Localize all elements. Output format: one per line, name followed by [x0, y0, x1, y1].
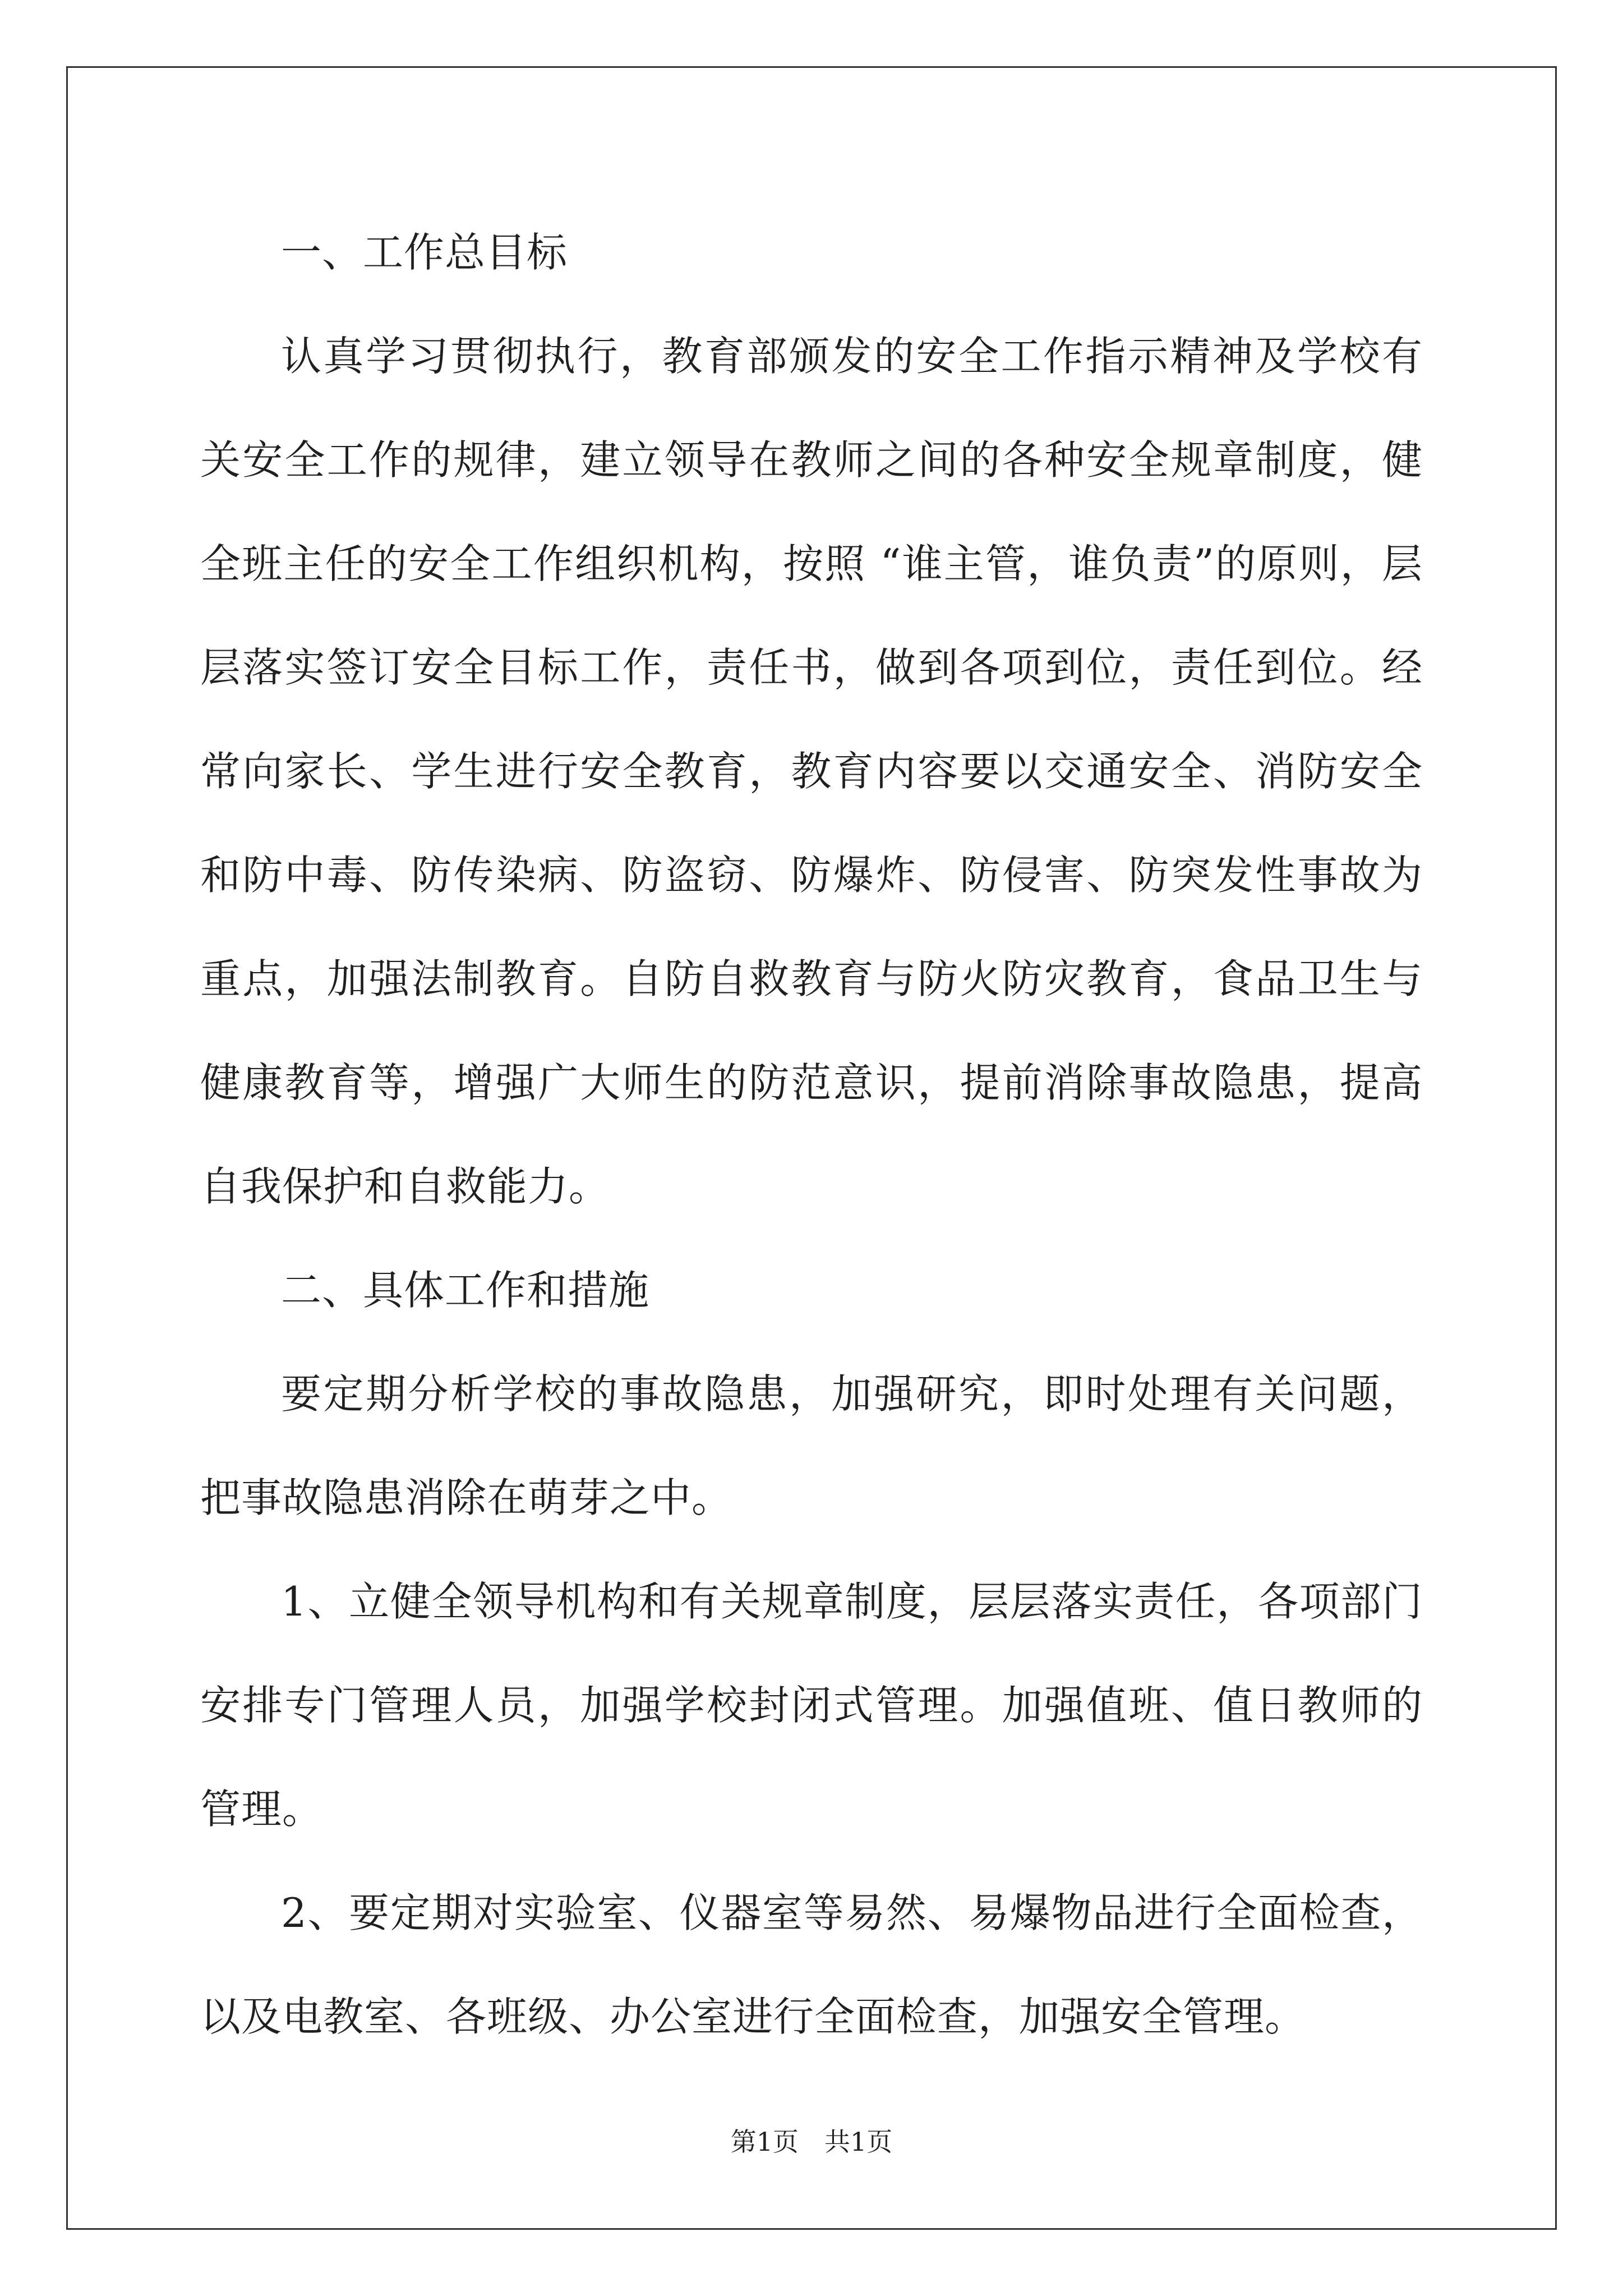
paragraph-analyze-hazards: 要定期分析学校的事故隐患，加强研究，即时处理有关问题，把事故隐患消除在萌芽之中。	[200, 1370, 1423, 1521]
document-body	[200, 201, 1423, 2069]
paragraph-item-2: 2、要定期对实验室、仪器室等易然、易爆物品进行全面检查，以及电教室、各班级、办公室进行全面检查，加强安全管理。	[200, 1889, 1423, 2040]
paragraph-item-1: 1、立健全领导机构和有关规章制度，层层落实责任，各项部门安排专门管理人员，加强学校封闭式管理。加强值班、值日教师的管理。	[200, 1578, 1423, 1833]
heading-specific-measures: 二、具体工作和措施	[281, 1267, 650, 1314]
page-footer: 第1页 共1页	[730, 2127, 893, 2157]
heading-work-goal: 一、工作总目标	[281, 229, 568, 276]
paragraph-study-implement: 认真学习贯彻执行，教育部颁发的安全工作指示精神及学校有关安全工作的规律，建立领导在教师之间的各种安全规章制度，健全班主任的安全工作组织机构，按照 “谁主管，谁负责”的原则，层层落实签订安全目标工作，责任书，做到各项到位，责任到位。经常向家长、学生进行安全教育，教育内容要以交通安全、消防安全和防中毒、防传染病、防盗窃、防爆炸、防侵害、防突发性事故为重点，加强法制教育。自防自救教育与防火防灾教育，食品卫生与健康教育等，增强广大师生的防范意识，提前消除事故隐患，提高自我保护和自救能力。	[200, 333, 1423, 1210]
